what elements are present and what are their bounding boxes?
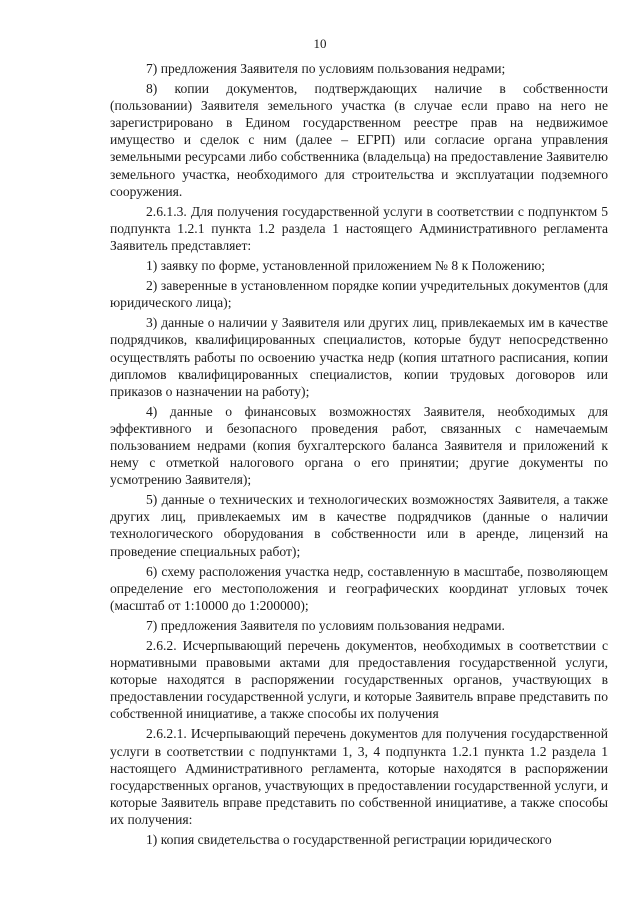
paragraph: 8) копии документов, подтверждающих наличие в собственности (пользовании) Заявителя земельного участка (в случае если право на него не зарегистрировано в Едином государственном реестре прав на недвижимое имущество и сделок с ним (далее – ЕГРП) или согласие органа управления земельными ресурсами либо собственника (владельца) на предоставление Заявителю земельного участка, необходимого для строительства и эксплуатации подземного сооружения. xyxy=(110,81,608,199)
page-number: 10 xyxy=(313,36,327,51)
paragraph: 4) данные о финансовых возможностях Заявителя, необходимых для эффективного и безопасного проведения работ, связанных с намечаемым пользованием недрами (копия бухгалтерского баланса Заявителя и приложений к нему с отметкой налогового органа о его принятии; другие документы по усмотрению Заявителя); xyxy=(110,403,608,488)
paragraph: 5) данные о технических и технологических возможностях Заявителя, а также других лиц, привлекаемых им в качестве подрядчиков (данные о наличии технологического оборудования в собственности или в аренде, лицензий на проведение специальных работ); xyxy=(110,492,608,559)
paragraph: 1) заявку по форме, установленной приложением № 8 к Положению; xyxy=(146,258,546,274)
paragraph: 2.6.2. Исчерпывающий перечень документов, необходимых в соответствии с нормативными правовыми актами для предоставления государственной услуги, которые находятся в распоряжении государственных органов, участвующих в предоставлении государственной услуги, и которые Заявитель вправе представить по собственной инициативе, а также способы их получения xyxy=(110,638,608,722)
paragraph: 7) предложения Заявителя по условиям пользования недрами; xyxy=(146,61,506,76)
document-body xyxy=(110,60,608,851)
paragraph: 2.6.1.3. Для получения государственной услуги в соответствии с подпунктом 5 подпункта 1.2.1 пункта 1.2 раздела 1 настоящего Административного регламента Заявитель представляет: xyxy=(110,203,608,253)
paragraph: 2.6.2.1. Исчерпывающий перечень документов для получения государственной услуги в соответствии с подпунктами 1, 3, 4 подпункта 1.2.1 пункта 1.2 раздела 1 настоящего Административного регламента, которые находятся в распоряжении государственных органов, участвующих в предоставлении государственной услуги, и которые Заявитель вправе представить по собственной инициативе, а также способы их получения: xyxy=(110,726,608,827)
paragraph: 7) предложения Заявителя по условиям пользования недрами. xyxy=(146,617,505,633)
paragraph: 1) копия свидетельства о государственной регистрации юридического xyxy=(146,832,552,848)
paragraph: 2) заверенные в установленном порядке копии учредительных документов (для юридического лица); xyxy=(110,278,608,311)
paragraph: 3) данные о наличии у Заявителя или других лиц, привлекаемых им в качестве подрядчиков, квалифицированных специалистов, которые будут непосредственно осуществлять работы по освоению участка недр (копия штатного расписания, копии дипломов квалифицированных специалистов, копии трудовых договоров или приказов о назначении на работу); xyxy=(110,315,608,399)
paragraph: 6) схему расположения участка недр, составленную в масштабе, позволяющем определение его местоположения и географических координат угловых точек (масштаб от 1:10000 до 1:200000); xyxy=(110,563,608,613)
